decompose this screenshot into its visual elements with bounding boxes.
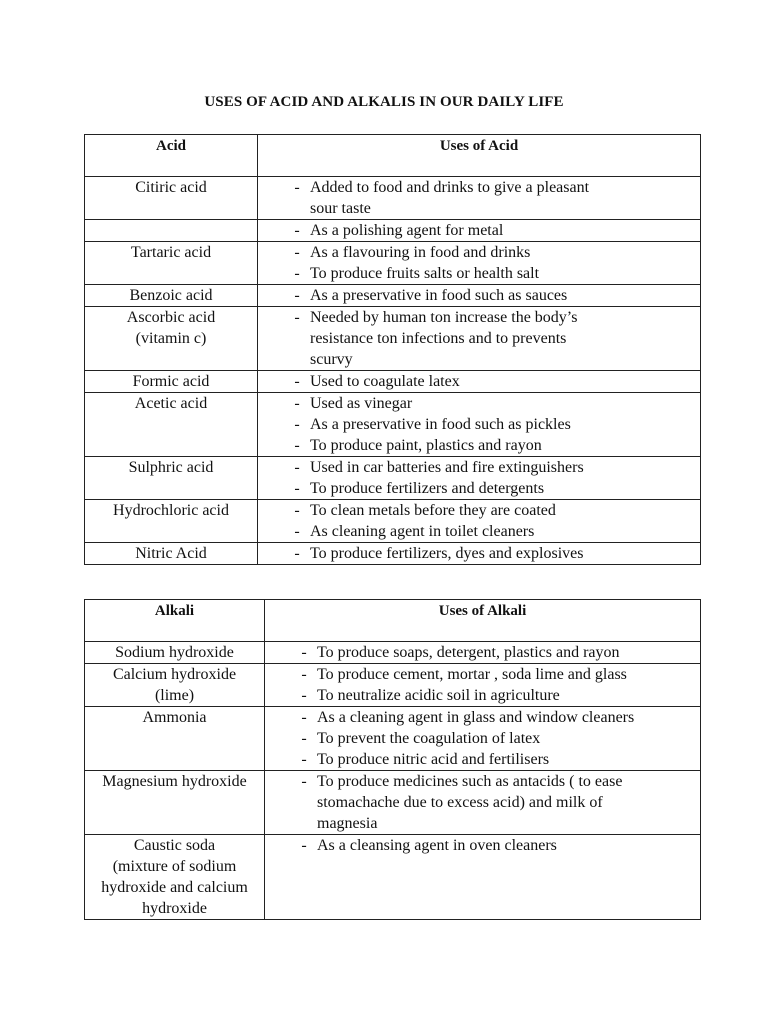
bullet-dash: - [294,265,300,282]
bullet-dash: - [301,837,307,854]
use-text-continuation: stomachache due to excess acid) and milk of [317,794,603,811]
uses-cell [258,307,701,371]
use-text: As a preservative in food such as pickles [310,416,571,433]
substance-name-cell [85,371,258,393]
substance-name: Tartaric acid [130,244,212,261]
uses-cell [265,642,701,664]
substance-name-cell [85,543,258,565]
substance-name-cell [85,177,258,220]
use-text: To produce nitric acid and fertilisers [317,751,550,768]
use-item [258,521,700,542]
substance-name-cell [85,285,258,307]
substance-name-cell [85,393,258,457]
substance-name: Nitric Acid [135,545,207,562]
bullet-dash: - [294,416,300,433]
use-text: To neutralize acidic soil in agriculture [317,687,560,704]
use-text: As a cleansing agent in oven cleaners [317,837,557,854]
use-item [258,307,700,328]
use-text: Used in car batteries and fire extinguishers [310,459,584,476]
use-text: Needed by human ton increase the body’s [310,309,578,326]
use-item [265,707,700,728]
substance-name-cell [85,664,265,707]
uses-cell [258,393,701,457]
substance-name: Acetic acid [134,395,208,412]
uses-cell [258,220,701,242]
use-text-continuation: sour taste [310,200,371,217]
header-uses-of-alkali: Uses of Alkali [265,600,701,642]
uses-cell [258,177,701,220]
use-text: To produce fruits salts or health salt [310,265,540,282]
use-item [258,263,700,284]
use-item [265,685,700,706]
bullet-dash: - [294,459,300,476]
use-item [265,749,700,770]
uses-cell [258,500,701,543]
bullet-dash: - [301,687,307,704]
table-row [85,371,701,393]
use-item [258,242,700,263]
substance-name: Ascorbic acid [126,309,216,326]
uses-cell [258,543,701,565]
substance-name-cell [85,642,265,664]
uses-cell [258,457,701,500]
table-row [85,543,701,565]
bullet-dash: - [301,773,307,790]
use-text: As a flavouring in food and drinks [310,244,531,261]
uses-cell [265,835,701,920]
uses-cell [265,707,701,771]
substance-name-cell [85,771,265,835]
substance-name-cell [85,307,258,371]
table-row [85,307,701,371]
use-item [258,371,700,392]
use-text: As a cleaning agent in glass and window cleaners [317,709,635,726]
substance-name: (mixture of sodium [112,858,237,875]
substance-name: Formic acid [132,373,210,390]
table-row [85,393,701,457]
substance-name-cell [85,242,258,285]
bullet-dash: - [301,751,307,768]
uses-cell [265,771,701,835]
bullet-dash: - [294,309,300,326]
substance-name: (lime) [154,687,195,704]
substance-name: Caustic soda [133,837,216,854]
bullet-dash: - [294,287,300,304]
uses-cell [265,664,701,707]
alkali-uses-table [84,599,701,920]
bullet-dash: - [294,244,300,261]
substance-name-cell [85,220,258,242]
bullet-dash: - [294,395,300,412]
bullet-dash: - [301,644,307,661]
use-item [258,220,700,241]
use-item [258,500,700,521]
substance-name: Magnesium hydroxide [102,773,247,790]
substance-name: Ammonia [142,709,207,726]
bullet-dash: - [301,709,307,726]
use-item [265,642,700,663]
bullet-dash: - [294,437,300,454]
table-row [85,457,701,500]
use-item [265,728,700,749]
substance-name: Sulphric acid [128,459,214,476]
use-text: Used to coagulate latex [310,373,460,390]
header-uses-of-acid: Uses of Acid [258,135,701,177]
use-item [265,664,700,685]
use-text: As cleaning agent in toilet cleaners [310,523,535,540]
substance-name-cell [85,707,265,771]
use-text: To produce fertilizers, dyes and explosives [310,545,584,562]
use-item [265,835,700,856]
bullet-dash: - [294,222,300,239]
use-text-continuation: resistance ton infections and to prevents [310,330,567,347]
bullet-dash: - [301,666,307,683]
use-text: As a polishing agent for metal [310,222,504,239]
table-row [85,642,701,664]
use-item [258,285,700,306]
use-item [258,393,700,414]
table-row [85,220,701,242]
substance-name: Benzoic acid [129,287,213,304]
substance-name: (vitamin c) [135,330,207,347]
use-item [258,543,700,564]
use-item [258,435,700,456]
bullet-dash: - [294,502,300,519]
use-item [258,177,700,198]
table-row [85,177,701,220]
use-item [258,478,700,499]
bullet-dash: - [294,545,300,562]
substance-name: hydroxide and calcium [101,879,248,896]
substance-name: hydroxide [142,900,207,917]
use-text-continuation: magnesia [317,815,378,832]
use-text: As a preservative in food such as sauces [310,287,568,304]
bullet-dash: - [294,480,300,497]
substance-name: Citiric acid [135,179,207,196]
table-row [85,242,701,285]
use-text: To produce soaps, detergent, plastics and rayon [317,644,620,661]
table-row [85,500,701,543]
substance-name: Sodium hydroxide [115,644,234,661]
header-alkali: Alkali [85,600,265,642]
table-header-row [85,600,701,642]
bullet-dash: - [294,179,300,196]
use-text-continuation: scurvy [310,351,353,368]
use-item [258,414,700,435]
table-row [85,771,701,835]
use-text: To produce medicines such as antacids ( to ease [317,773,623,790]
bullet-dash: - [294,523,300,540]
use-text: To clean metals before they are coated [310,502,556,519]
use-text: To produce cement, mortar , soda lime and glass [317,666,627,683]
bullet-dash: - [301,730,307,747]
uses-cell [258,371,701,393]
use-text: To prevent the coagulation of latex [317,730,541,747]
substance-name-cell [85,835,265,920]
table-row [85,707,701,771]
substance-name: Calcium hydroxide [112,666,237,683]
use-item [258,457,700,478]
use-text: Added to food and drinks to give a pleasant [310,179,590,196]
substance-name: Hydrochloric acid [113,502,229,519]
uses-cell [258,242,701,285]
page-title: USES OF ACID AND ALKALIS IN OUR DAILY LIFE [204,94,564,110]
bullet-dash: - [294,373,300,390]
use-item [265,771,700,792]
use-text: To produce fertilizers and detergents [310,480,545,497]
header-acid: Acid [85,135,258,177]
table-header-row [85,135,701,177]
table-row [85,664,701,707]
substance-name-cell [85,457,258,500]
use-text: To produce paint, plastics and rayon [310,437,542,454]
uses-cell [258,285,701,307]
table-row [85,835,701,920]
acid-uses-table [84,134,701,565]
substance-name-cell [85,500,258,543]
table-row [85,285,701,307]
use-text: Used as vinegar [310,395,413,412]
